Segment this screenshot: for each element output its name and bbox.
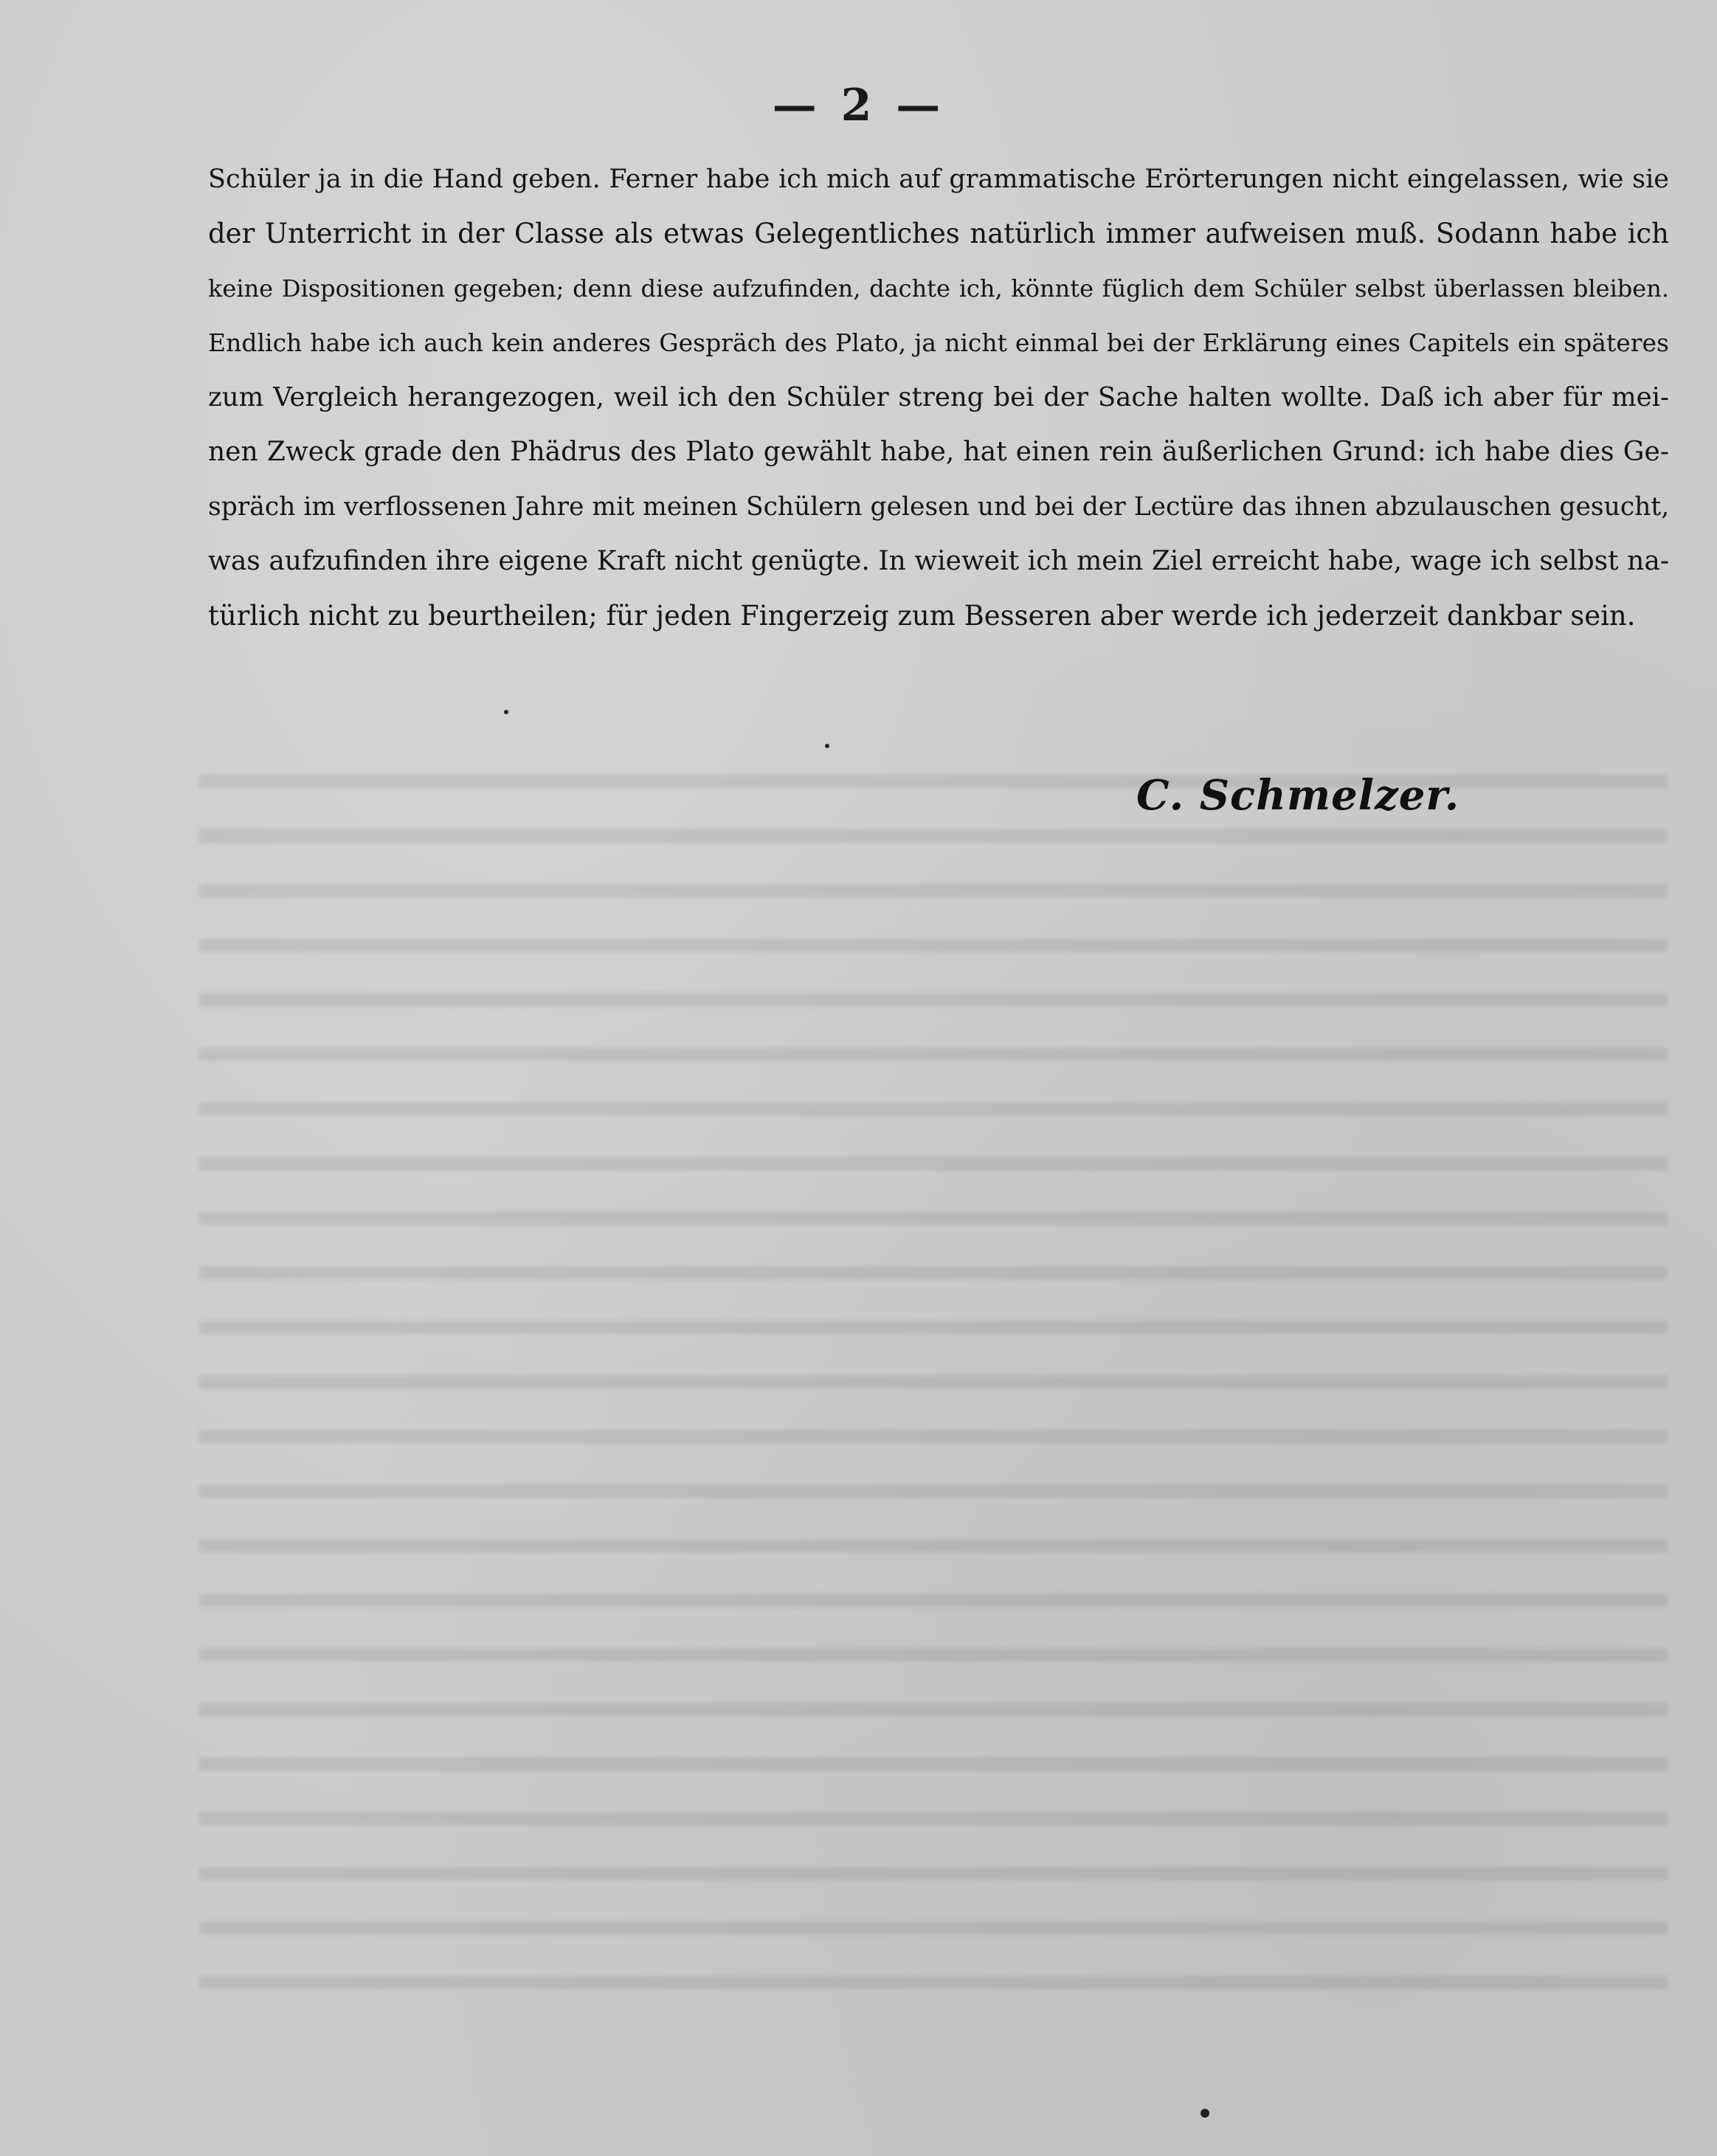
ink-speck: [504, 710, 508, 714]
body-paragraph: [208, 152, 1669, 643]
page-number: — 2 —: [772, 80, 945, 131]
paragraph-line: zum Vergleich herangezogen, weil ich den Schüler streng bei der Sache halten wollte. Daß ich aber für mei-: [208, 382, 1669, 412]
paragraph-line: der Unterricht in der Classe als etwas Gelegentliches natürlich immer aufweisen muß. Sodann habe ich: [208, 218, 1669, 249]
paragraph-line: Endlich habe ich auch kein anderes Gespräch des Plato, ja nicht einmal bei der Erklärung eines Capitels ein späteres: [208, 328, 1669, 357]
paragraph-line: was aufzufinden ihre eigene Kraft nicht genügte. In wieweit ich mein Ziel erreicht habe, wage ich selbst na-: [208, 546, 1669, 576]
paragraph-line: Schüler ja in die Hand geben. Ferner habe ich mich auf grammatische Erörterungen nicht eingelassen, wie sie: [208, 165, 1669, 194]
paragraph-line: spräch im verflossenen Jahre mit meinen Schülern gelesen und bei der Lectüre das ihnen abzulauschen gesucht,: [208, 492, 1669, 522]
bleed-through-texture: [199, 775, 1668, 2029]
ink-speck: [825, 744, 829, 748]
author-signature: C. Schmelzer.: [1136, 771, 1460, 820]
paragraph-line: keine Dispositionen gegeben; denn diese aufzufinden, dachte ich, könnte füglich dem Schüler selbst überlassen bleiben.: [208, 274, 1669, 303]
ink-speck: [1200, 2109, 1209, 2118]
paragraph-line: türlich nicht zu beurtheilen; für jeden Fingerzeig zum Besseren aber werde ich jederzeit dankbar sein.: [208, 600, 1636, 632]
paragraph-line: nen Zweck grade den Phädrus des Plato gewählt habe, hat einen rein äußerlichen Grund: ich habe dies Ge-: [208, 437, 1669, 467]
